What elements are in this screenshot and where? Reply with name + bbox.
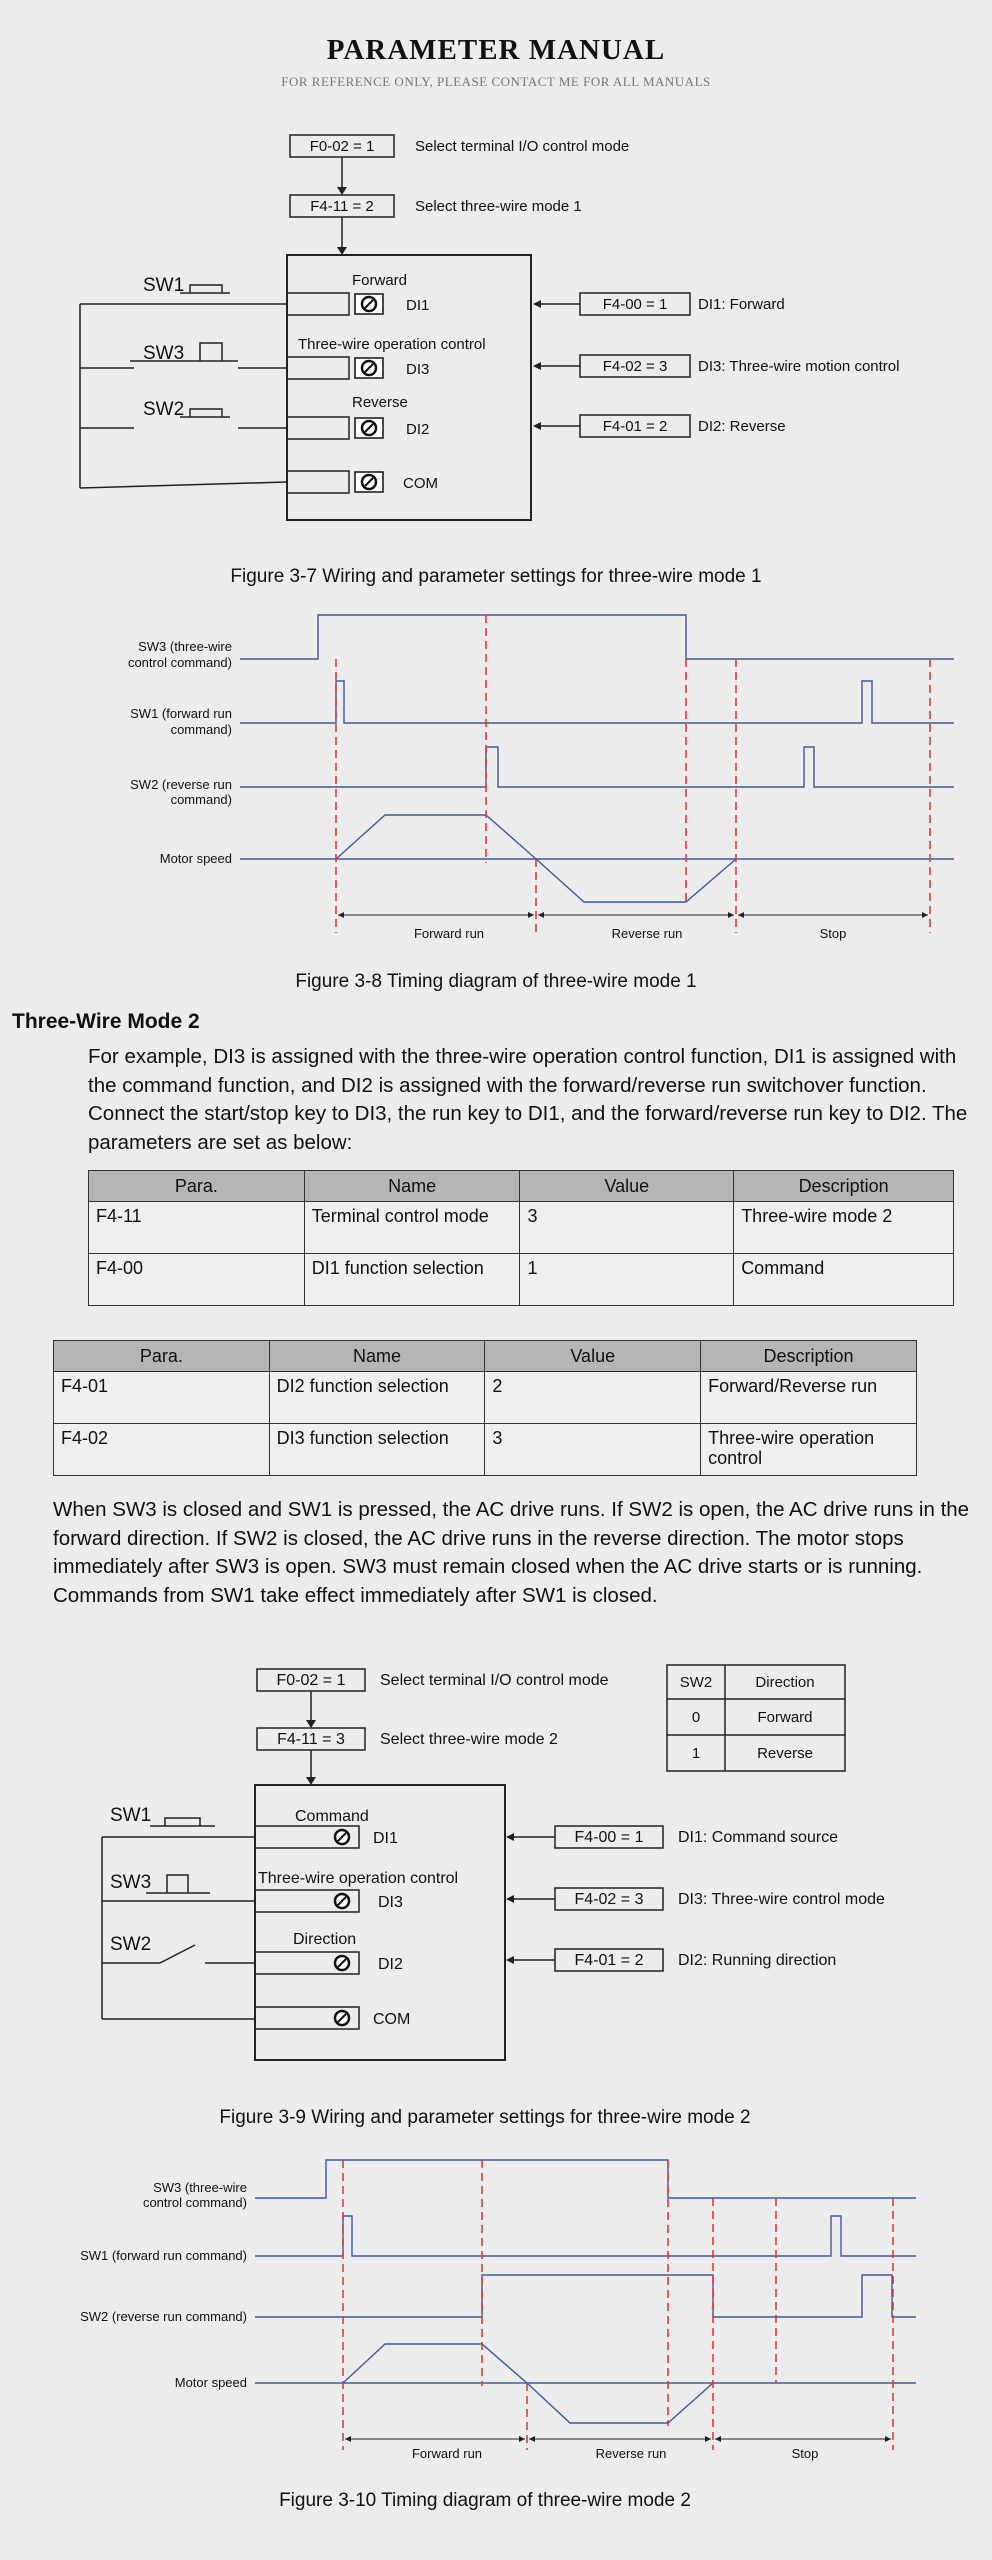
p2-text: DI3: Three-wire motion control <box>698 358 900 375</box>
page-subtitle: FOR REFERENCE ONLY, PLEASE CONTACT ME FOR ALL MANUALS <box>281 74 711 89</box>
row1a-label: SW3 (three-wire <box>138 639 232 654</box>
table-cell: DI1 function selection <box>304 1254 520 1306</box>
screw-icon <box>355 294 383 492</box>
table-row <box>89 1202 954 1254</box>
seg2-label: Reverse run <box>611 926 683 941</box>
box2-label: F4-11 = 3 <box>277 1731 345 1748</box>
seg1-label: Forward run <box>411 2446 483 2461</box>
threewire-label: Three-wire operation control <box>298 336 486 353</box>
table-cell: 1 <box>520 1254 734 1306</box>
figure-3-8-timing <box>0 605 992 945</box>
box1-text: Select terminal I/O control mode <box>380 1672 609 1689</box>
row1b-label: control command) <box>127 655 232 670</box>
seg2-label: Reverse run <box>595 2446 667 2461</box>
p1-text: DI1: Command source <box>678 1829 839 1846</box>
seg3-label: Stop <box>819 926 847 941</box>
table-cell: 2 <box>485 1372 701 1424</box>
table-cell: F4-00 <box>89 1254 305 1306</box>
p2-text: DI3: Three-wire control mode <box>678 1891 885 1908</box>
figure-3-10-caption: Figure 3-10 Timing diagram of three-wire mode 2 <box>279 2490 691 2511</box>
page-title: PARAMETER MANUAL <box>326 34 666 66</box>
screw-icon <box>335 1830 349 2025</box>
box1-text: Select terminal I/O control mode <box>415 138 630 155</box>
table-row <box>54 1372 917 1424</box>
param-table-1 <box>88 1170 954 1306</box>
terminal-com <box>287 471 349 493</box>
figure-3-7-caption: Figure 3-7 Wiring and parameter settings for three-wire mode 1 <box>230 566 762 587</box>
terminal-di1 <box>287 293 349 315</box>
sw3-label: SW3 <box>110 1872 152 1893</box>
terminal-di2 <box>287 417 349 439</box>
box1-label: F0-02 = 1 <box>309 138 375 155</box>
table-cell: F4-01 <box>54 1372 270 1424</box>
sw2-signal <box>240 747 954 787</box>
mini-header-2: Direction <box>755 1674 815 1691</box>
sw1-signal <box>255 2216 916 2256</box>
di2-label: DI2 <box>406 421 430 438</box>
box2-text: Select three-wire mode 1 <box>415 198 582 215</box>
threewire-label: Three-wire operation control <box>258 1870 459 1887</box>
table-cell: F4-11 <box>89 1202 305 1254</box>
body-paragraph: When SW3 is closed and SW1 is pressed, the AC drive runs. If SW2 is open, the AC drive runs in the forward direction. If SW2 is closed, the AC drive runs in the reverse direction. The motor stops immediately after SW3 is open. SW3 must remain closed when the AC drive starts or is running. Commands from SW1 take effect immediately after SW1 is closed. <box>53 1498 970 1607</box>
row1b-label: control command) <box>142 2195 247 2210</box>
p3-text: DI2: Running direction <box>678 1952 837 1969</box>
direction-label: Direction <box>293 1931 357 1948</box>
sw2-label: SW2 <box>110 1934 152 1955</box>
di3-label: DI3 <box>406 361 430 378</box>
row2-label: SW1 (forward run command) <box>80 2248 247 2263</box>
row3-label: SW2 (reverse run command) <box>80 2309 247 2324</box>
row4-label: Motor speed <box>159 851 232 866</box>
sw2-label: SW2 <box>143 399 185 420</box>
box1-label: F0-02 = 1 <box>276 1672 346 1689</box>
table-cell: DI3 function selection <box>269 1424 485 1476</box>
figure-3-7-wiring <box>0 125 992 530</box>
table-header: Value <box>520 1171 734 1202</box>
table-cell: 3 <box>485 1424 701 1476</box>
row3a-label: SW2 (reverse run <box>130 777 232 792</box>
command-label: Command <box>295 1808 369 1825</box>
row4-label: Motor speed <box>174 2375 247 2390</box>
seg3-label: Stop <box>791 2446 819 2461</box>
p2-label: F4-02 = 3 <box>602 358 668 375</box>
table-cell: Three-wire mode 2 <box>734 1202 954 1254</box>
table-row <box>89 1254 954 1306</box>
box2-label: F4-11 = 2 <box>310 198 374 215</box>
p2-label: F4-02 = 3 <box>574 1891 644 1908</box>
intro-paragraph: For example, DI3 is assigned with the three-wire operation control function, DI1 is assigned with the command function, and DI2 is assigned with the forward/reverse run switchover function. Connect the start/stop key to DI3, the run key to DI1, and the forward/reverse run key to DI2. The parameters are set as below: <box>88 1045 968 1154</box>
table-header: Name <box>304 1171 520 1202</box>
sw3-label: SW3 <box>143 343 185 364</box>
table-row <box>54 1424 917 1476</box>
table-header: Value <box>485 1341 701 1372</box>
di3-label: DI3 <box>378 1894 403 1911</box>
seg1-label: Forward run <box>413 926 485 941</box>
mini-cell: 0 <box>691 1709 701 1726</box>
mini-cell: Reverse <box>757 1745 813 1762</box>
sw3-signal <box>240 615 954 659</box>
table-cell: Forward/Reverse run <box>701 1372 917 1424</box>
com-label: COM <box>403 475 438 492</box>
sw1-label: SW1 <box>143 275 185 296</box>
row1a-label: SW3 (three-wire <box>153 2180 247 2195</box>
table-header: Name <box>269 1341 485 1372</box>
table-header: Description <box>701 1341 917 1372</box>
sw1-signal <box>240 681 954 723</box>
p1-label: F4-00 = 1 <box>602 296 668 313</box>
p1-label: F4-00 = 1 <box>574 1829 644 1846</box>
table-cell: Three-wire operation control <box>701 1424 917 1476</box>
table-cell: F4-02 <box>54 1424 270 1476</box>
p3-label: F4-01 = 2 <box>602 418 668 435</box>
row3b-label: command) <box>170 792 232 807</box>
p3-label: F4-01 = 2 <box>574 1952 644 1969</box>
p3-text: DI2: Reverse <box>698 418 786 435</box>
table-cell: 3 <box>520 1202 734 1254</box>
figure-3-8-caption: Figure 3-8 Timing diagram of three-wire mode 1 <box>295 971 697 992</box>
param-table-2 <box>53 1340 917 1476</box>
di1-label: DI1 <box>406 297 430 314</box>
figure-3-10-timing <box>0 2150 992 2490</box>
mini-cell: 1 <box>691 1745 701 1762</box>
table-header: Description <box>734 1171 954 1202</box>
p1-text: DI1: Forward <box>698 296 785 313</box>
forward-label: Forward <box>352 272 408 289</box>
figure-3-9-caption: Figure 3-9 Wiring and parameter settings for three-wire mode 2 <box>219 2107 751 2128</box>
sw3-signal <box>255 2160 916 2198</box>
table-cell: DI2 function selection <box>269 1372 485 1424</box>
box2-text: Select three-wire mode 2 <box>380 1731 558 1748</box>
sw1-label: SW1 <box>110 1805 152 1826</box>
com-label: COM <box>373 2011 411 2028</box>
figure-3-9-wiring <box>0 1655 992 2070</box>
table-header: Para. <box>54 1341 270 1372</box>
row2a-label: SW1 (forward run <box>130 706 232 721</box>
table-cell: Terminal control mode <box>304 1202 520 1254</box>
reverse-label: Reverse <box>352 394 408 411</box>
sw2-signal <box>255 2275 916 2317</box>
table-header: Para. <box>89 1171 305 1202</box>
section-heading: Three-Wire Mode 2 <box>12 1010 200 1033</box>
table-cell: Command <box>734 1254 954 1306</box>
di1-label: DI1 <box>373 1830 398 1847</box>
row2b-label: command) <box>170 722 232 737</box>
di2-label: DI2 <box>378 1956 403 1973</box>
mini-cell: Forward <box>757 1709 813 1726</box>
mini-header-1: SW2 <box>679 1674 713 1691</box>
terminal-di3 <box>287 357 349 379</box>
